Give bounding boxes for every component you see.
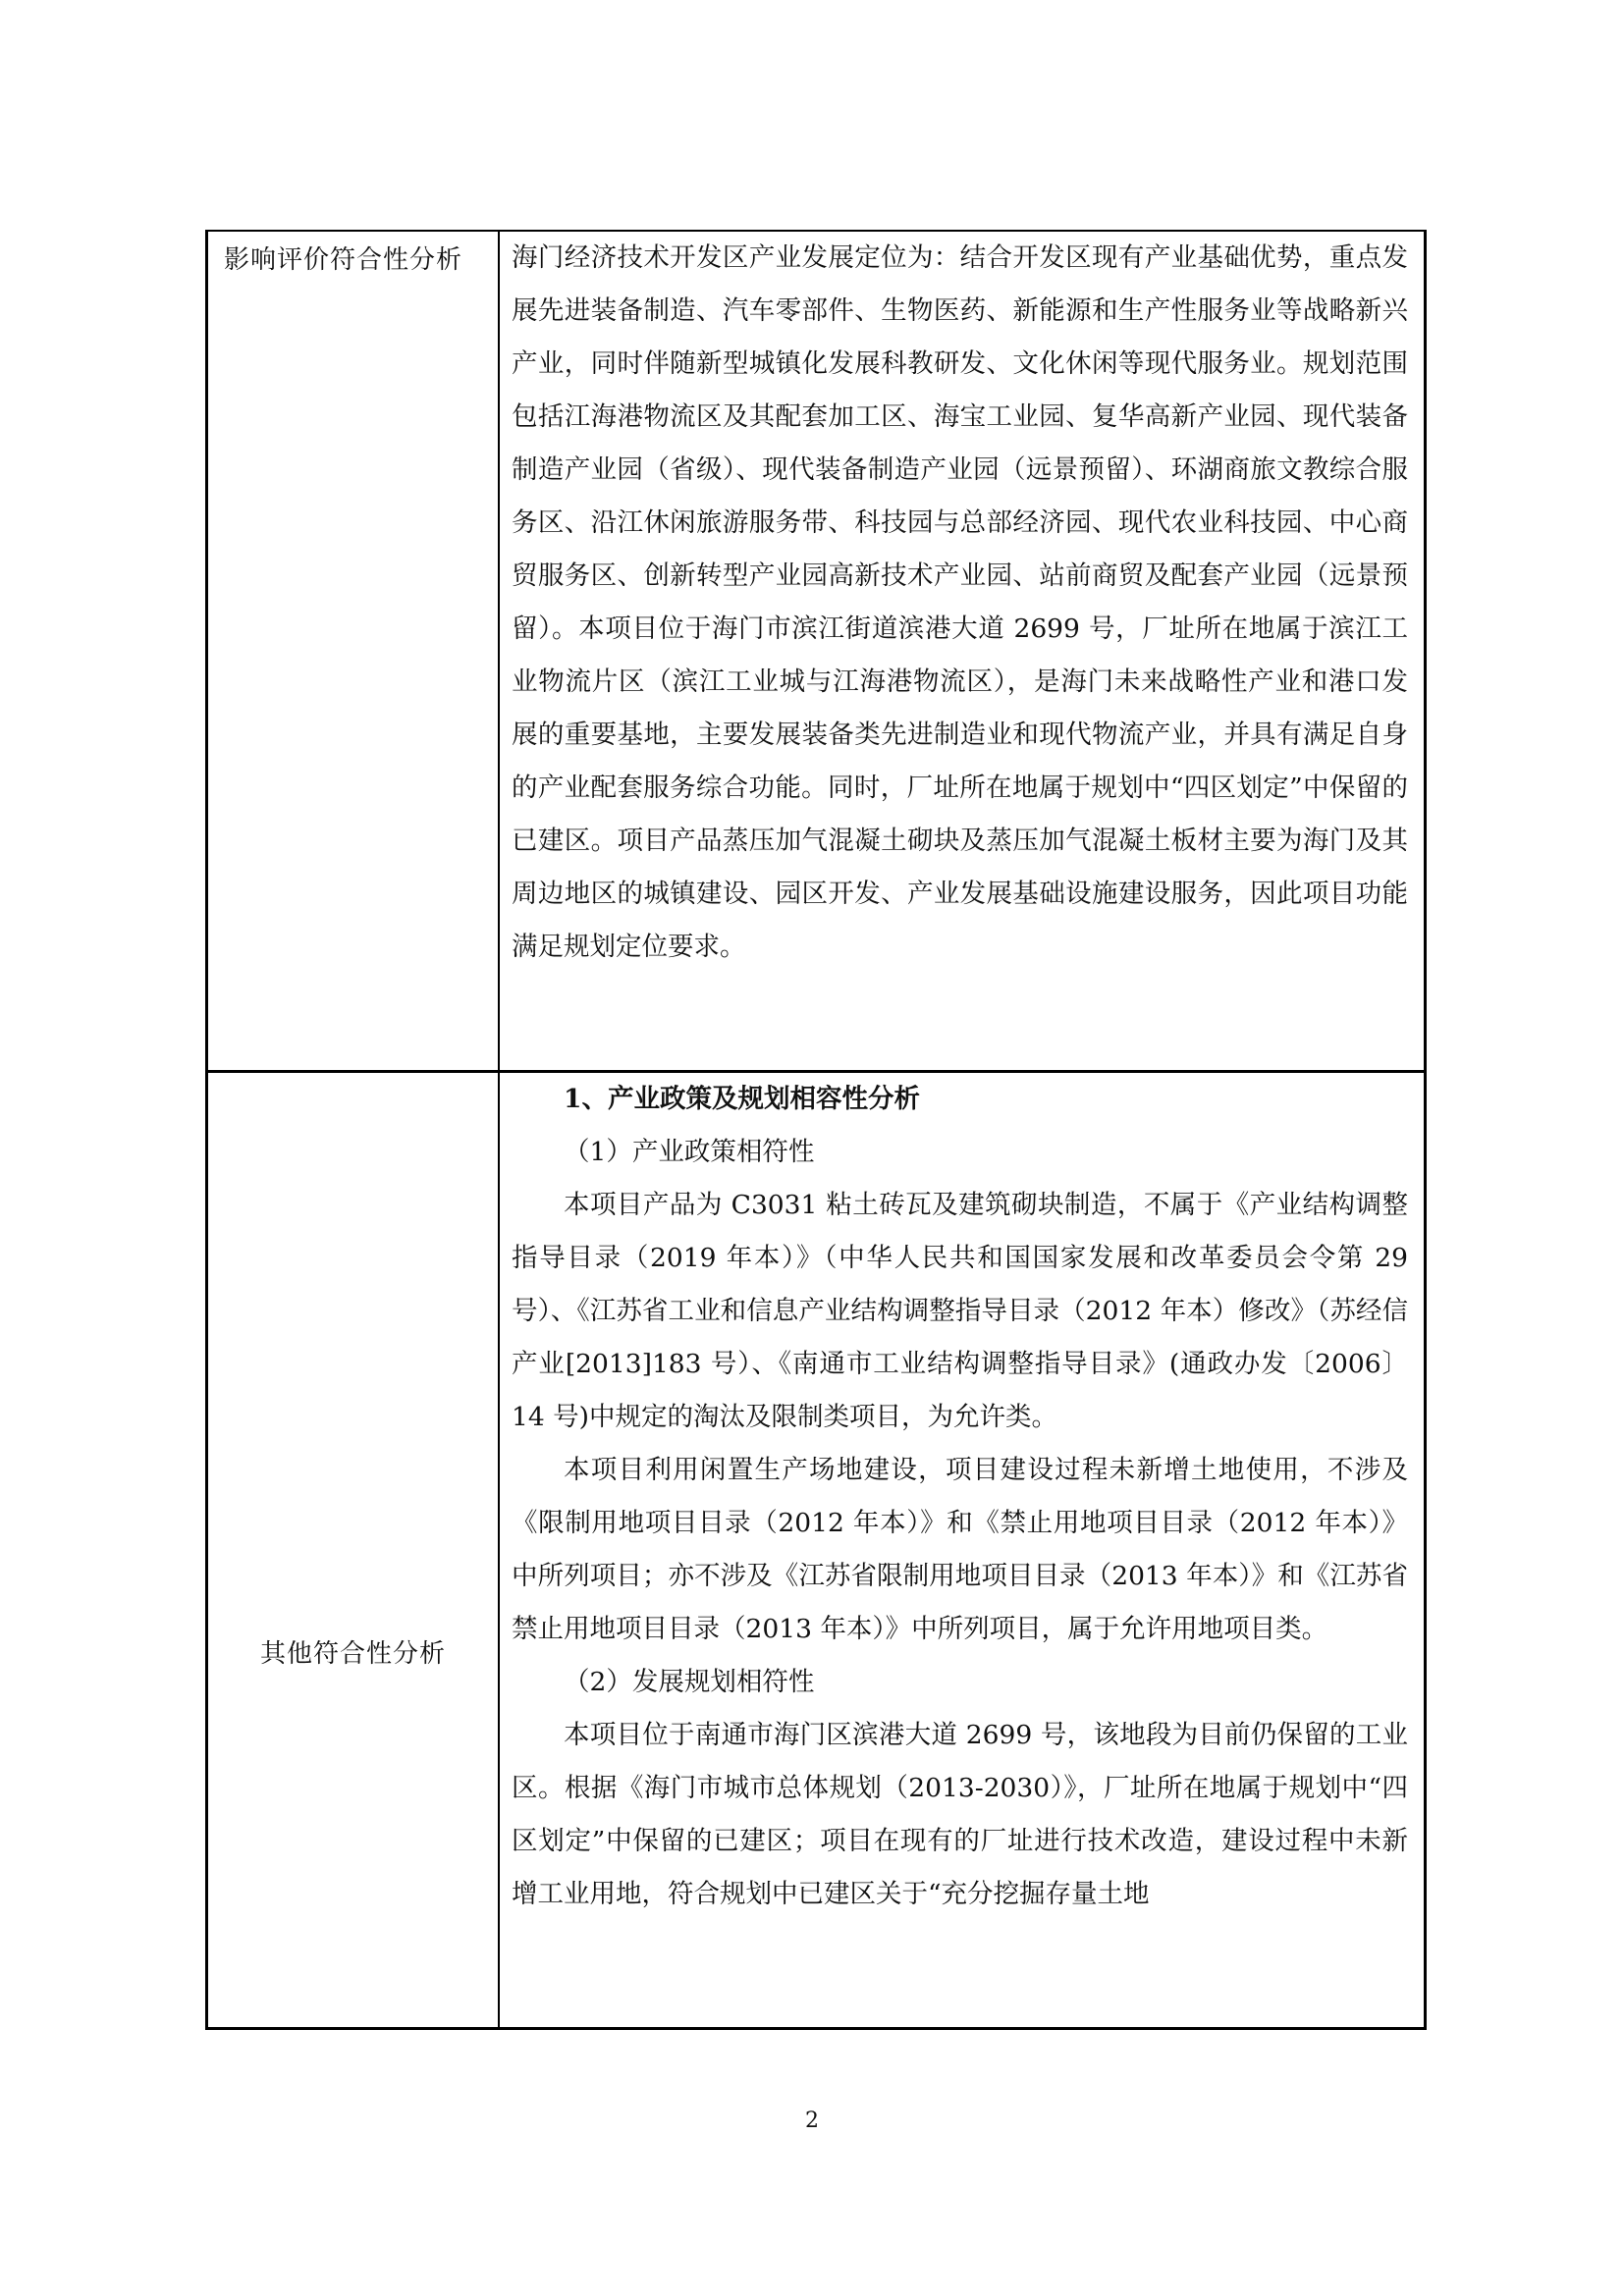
paragraph: 本项目利用闲置生产场地建设，项目建设过程未新增土地使用，不涉及《限制用地项目目录（2012 年本）》和《禁止用地项目目录（2012 年本）》中所列项目；亦不涉及《江苏省限制用地项目目录（2013 年本）》和《江苏省禁止用地项目目录（2013 年本）》中所列项目，属于允许用地项目类。	[512, 1455, 1408, 1644]
row-content-cell	[500, 232, 1424, 1072]
row-label: 影响评价符合性分析	[224, 245, 463, 275]
row-content-cell	[500, 1073, 1424, 2027]
section-heading: 1、产业政策及规划相容性分析	[564, 1084, 920, 1114]
page-number: 2	[805, 2109, 819, 2133]
table-row	[208, 1070, 1424, 2027]
paragraph: 海门经济技术开发区产业发展定位为：结合开发区现有产业基础优势，重点发展先进装备制造、汽车零部件、生物医药、新能源和生产性服务业等战略新兴产业，同时伴随新型城镇化发展科教研发、文化休闲等现代服务业。规划范围包括江海港物流区及其配套加工区、海宝工业园、复华高新产业园、现代装备制造产业园（省级）、现代装备制造产业园（远景预留）、环湖商旅文教综合服务区、沿江休闲旅游服务带、科技园与总部经济园、现代农业科技园、中心商贸服务区、创新转型产业园高新技术产业园、站前商贸及配套产业园（远景预留）。本项目位于海门市滨江街道滨港大道 2699 号，厂址所在地属于滨江工业物流片区（滨江工业城与江海港物流区），是海门未来战略性产业和港口发展的重要基地，主要发展装备类先进制造业和现代物流产业，并具有满足自身的产业配套服务综合功能。同时，厂址所在地属于规划中“四区划定”中保留的已建区。项目产品蒸压加气混凝土砌块及蒸压加气混凝土板材主要为海门及其周边地区的城镇建设、园区开发、产业发展基础设施建设服务，因此项目功能满足规划定位要求。	[512, 242, 1408, 962]
paragraph: 本项目产品为 C3031 粘土砖瓦及建筑砌块制造，不属于《产业结构调整指导目录（2019 年本）》（中华人民共和国国家发展和改革委员会令第 29 号）、《江苏省工业和信息产业结构调整指导目录（2012 年本）修改》（苏经信产业[2013]183 号）、《南通市工业结构调整指导目录》(通政办发〔2006〕14 号)中规定的淘汰及限制类项目，为允许类。	[512, 1190, 1408, 1432]
paragraph: 本项目位于南通市海门区滨港大道 2699 号，该地段为目前仍保留的工业区。根据《海门市城市总体规划（2013-2030）》，厂址所在地属于规划中“四区划定”中保留的已建区；项目在现有的厂址进行技术改造，建设过程中未新增工业用地，符合规划中已建区关于“充分挖掘存量土地	[512, 1720, 1408, 1909]
row-label: 其他符合性分析	[259, 1639, 446, 1669]
subsection-heading: （2）发展规划相符性	[564, 1667, 815, 1697]
assessment-table	[205, 230, 1427, 2030]
table-row	[208, 230, 1424, 1072]
row-label-cell	[208, 1073, 500, 2027]
row-label-cell	[208, 232, 500, 1072]
subsection-heading: （1）产业政策相符性	[564, 1137, 815, 1167]
